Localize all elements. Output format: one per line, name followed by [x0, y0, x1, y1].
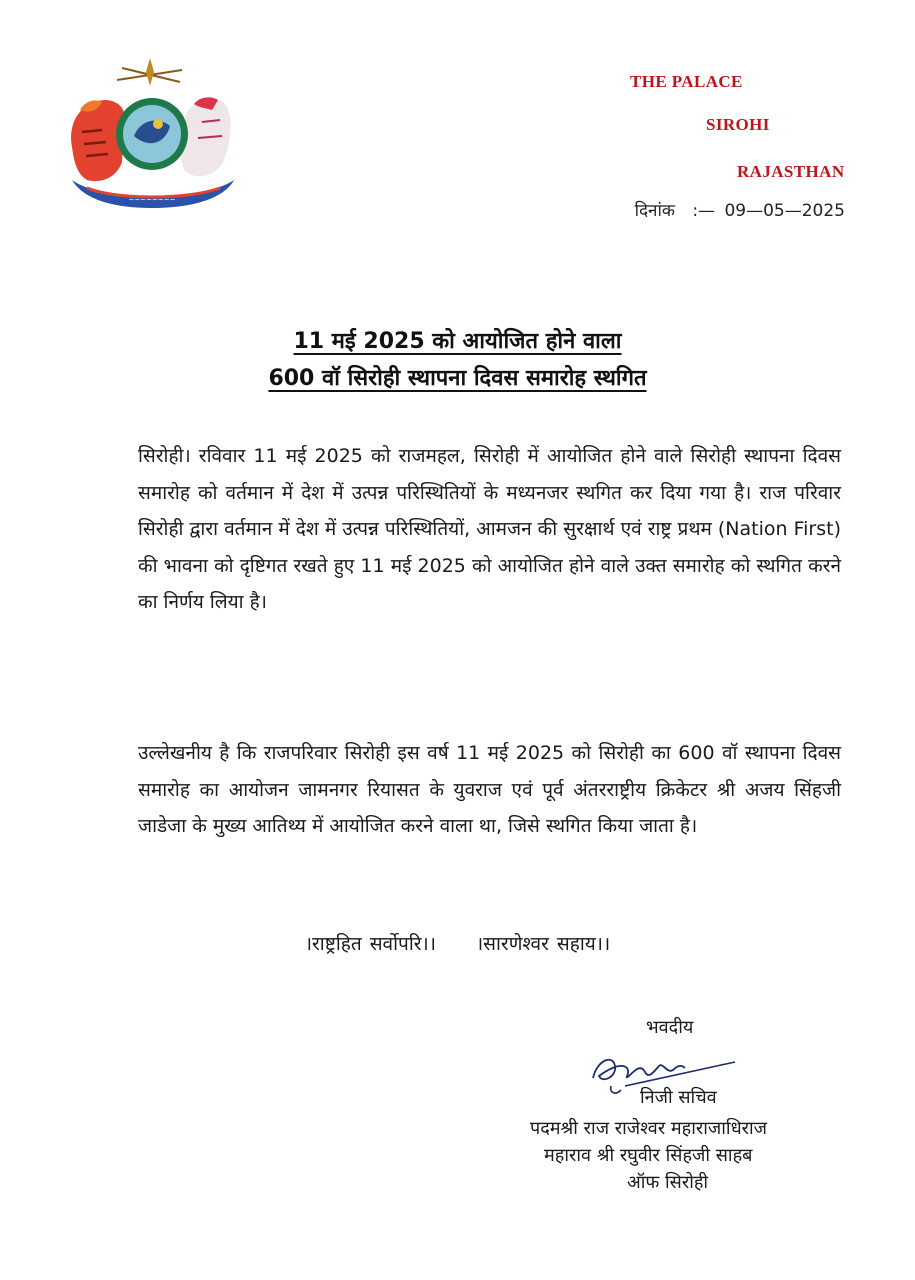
- date-line: [635, 198, 845, 221]
- date-value: 09—05—2025: [724, 201, 845, 221]
- body-paragraph-2: उल्लेखनीय है कि राजपरिवार सिरोही इस वर्ष 11 मई 2025 को सिरोही का 600 वॉ स्थापना दिवस समारोह का आयोजन जामनगर रियासत के युवराज एवं पूर्व अंतरराष्ट्रीय क्रिकेटर श्री अजय सिंहजी जाडेजा के मुख्य आतिथ्य में आयोजित करने वाला था, जिसे स्थगित किया जाता है।: [138, 742, 841, 837]
- svg-text:~~~~~~~~: ~~~~~~~~: [128, 196, 176, 204]
- date-label: दिनांक: [634, 201, 675, 221]
- signatory-line-1: पदमश्री राज राजेश्वर महाराजाधिराज: [530, 1118, 768, 1139]
- address-line-sirohi: SIROHI: [706, 115, 770, 134]
- motto-line: [0, 930, 915, 956]
- heading-line-1: [0, 325, 915, 355]
- heading-line-1-text: 11 मई 2025 को आयोजित होने वाला: [293, 329, 622, 354]
- motto-right: ।सारणेश्वर सहाय।।: [475, 933, 611, 955]
- body-paragraph-1: सिरोही। रविवार 11 मई 2025 को राजमहल, सिरोही में आयोजित होने वाले सिरोही स्थापना दिवस समारोह को वर्तमान में देश में उत्पन्न परिस्थितियों के मध्यनजर स्थगित कर दिया गया है। राज परिवार सिरोही द्वारा वर्तमान में देश में उत्पन्न परिस्थितियों, आमजन की सुरक्षार्थ एवं राष्ट्र प्रथम (Nation First) की भावना को दृष्टिगत रखते हुए 11 मई 2025 को आयोजित होने वाले उक्त समारोह को स्थगित करने का निर्णय लिया है।: [138, 445, 841, 613]
- signatory-line-2: महाराव श्री रघुवीर सिंहजी साहब: [544, 1145, 753, 1166]
- closing-text: भवदीय: [646, 1017, 694, 1038]
- royal-crest-icon: [62, 52, 242, 212]
- address-line-rajasthan: RAJASTHAN: [737, 162, 845, 181]
- signatory-line-3: ऑफ सिरोही: [627, 1172, 709, 1193]
- signatory-designation: निजी सचिव: [640, 1087, 717, 1108]
- motto-left: ।राष्ट्रहित सर्वोपरि।।: [304, 933, 436, 955]
- heading-line-2-text: 600 वॉ सिरोही स्थापना दिवस समारोह स्थगित: [268, 366, 647, 391]
- address-line-palace: THE PALACE: [630, 72, 743, 91]
- heading-line-2: [0, 362, 915, 392]
- date-separator: :—: [692, 201, 716, 221]
